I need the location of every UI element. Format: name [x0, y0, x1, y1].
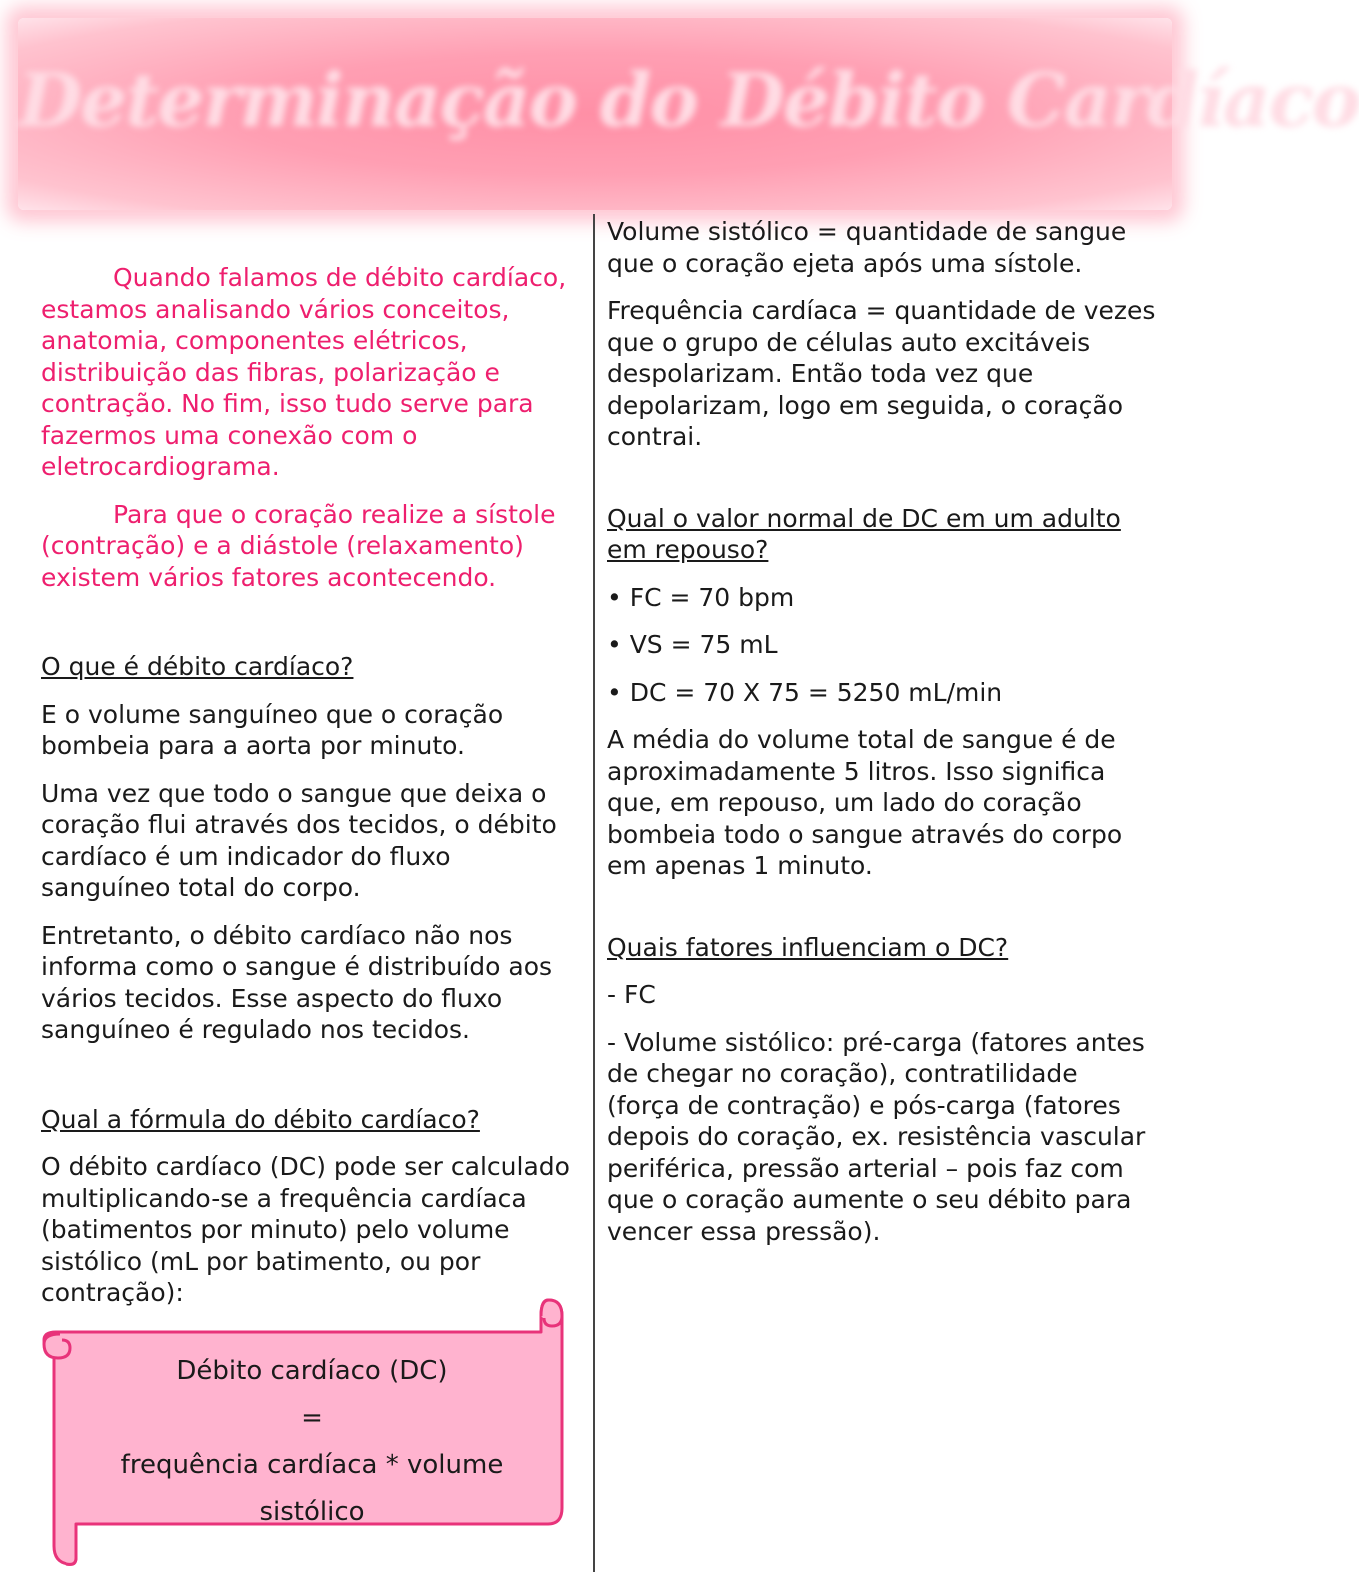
section-heading-formula: Qual a fórmula do débito cardíaco? [41, 1104, 480, 1134]
factor-fc: - FC [607, 980, 656, 1009]
bullet-vs: • VS = 75 mL [607, 630, 778, 659]
column-divider [593, 214, 595, 1572]
bullet-dc: • DC = 70 X 75 = 5250 mL/min [607, 677, 1003, 707]
factor-stroke-volume: - Volume sistólico: pré-carga (fatores antes de chegar no coração), contratilidade (força de contração) e pós-carga (fatores depois do coração, ex. resistência vascular periférica, pressão arterial – pois faz com que o coração aumente o seu débito para vencer essa pressão). [607, 1027, 1146, 1246]
bullet-fc: • FC = 70 bpm [607, 582, 795, 612]
formula-line-1: Débito cardíaco (DC) [176, 1356, 448, 1386]
left-column [41, 262, 571, 1325]
intro-paragraph-2: Para que o coração realize a sístole (contração) e a diástole (relaxamento) existem vários fatores acontecendo. [41, 499, 556, 592]
section-heading-normal-value: Qual o valor normal de DC em um adulto em repouso? [607, 503, 1121, 564]
formula-line-3: frequência cardíaca * volume sistólico [120, 1450, 504, 1527]
paragraph-distribution: Entretanto, o débito cardíaco não nos informa como o sangue é distribuído aos vários tecidos. Esse aspecto do fluxo sanguíneo é regulado nos tecidos. [41, 920, 553, 1044]
paragraph-definition: E o volume sanguíneo que o coração bombeia para a aorta por minuto. [41, 699, 504, 760]
formula-scroll [36, 1296, 566, 1568]
header-banner [18, 18, 1359, 210]
right-column [607, 216, 1157, 1263]
section-heading-what-is-dc: O que é débito cardíaco? [41, 652, 354, 681]
formula-equals: = [301, 1403, 323, 1433]
definition-heart-rate: Frequência cardíaca = quantidade de vezes que o grupo de células auto excitáveis despolarizam. Então toda vez que depolarizam, logo em seguida, o coração contrai. [607, 296, 1156, 451]
definition-stroke-volume: Volume sistólico = quantidade de sangue que o coração ejeta após uma sístole. [607, 217, 1127, 278]
banner-title: Determinação do Débito Cardíaco [18, 58, 1359, 144]
paragraph-indicator: Uma vez que todo o sangue que deixa o coração flui através dos tecidos, o débito cardíaco é um indicador do fluxo sanguíneo total do corpo. [41, 778, 557, 902]
section-heading-factors: Quais fatores influenciam o DC? [607, 932, 1009, 962]
paragraph-formula-intro: O débito cardíaco (DC) pode ser calculado multiplicando-se a frequência cardíaca (batimentos por minuto) pelo volume sistólico (mL por batimento, ou por contração): [41, 1152, 570, 1307]
intro-paragraph-1: Quando falamos de débito cardíaco, estamos analisando vários conceitos, anatomia, componentes elétricos, distribuição das fibras, polarização e contração. No fim, isso tudo serve para fazermos uma conexão com o eletrocardiograma. [41, 263, 567, 481]
formula-text [68, 1348, 556, 1536]
paragraph-blood-volume: A média do volume total de sangue é de aproximadamente 5 litros. Isso significa que, em repouso, um lado do coração bombeia todo o sangue através do corpo em apenas 1 minuto. [607, 725, 1123, 880]
